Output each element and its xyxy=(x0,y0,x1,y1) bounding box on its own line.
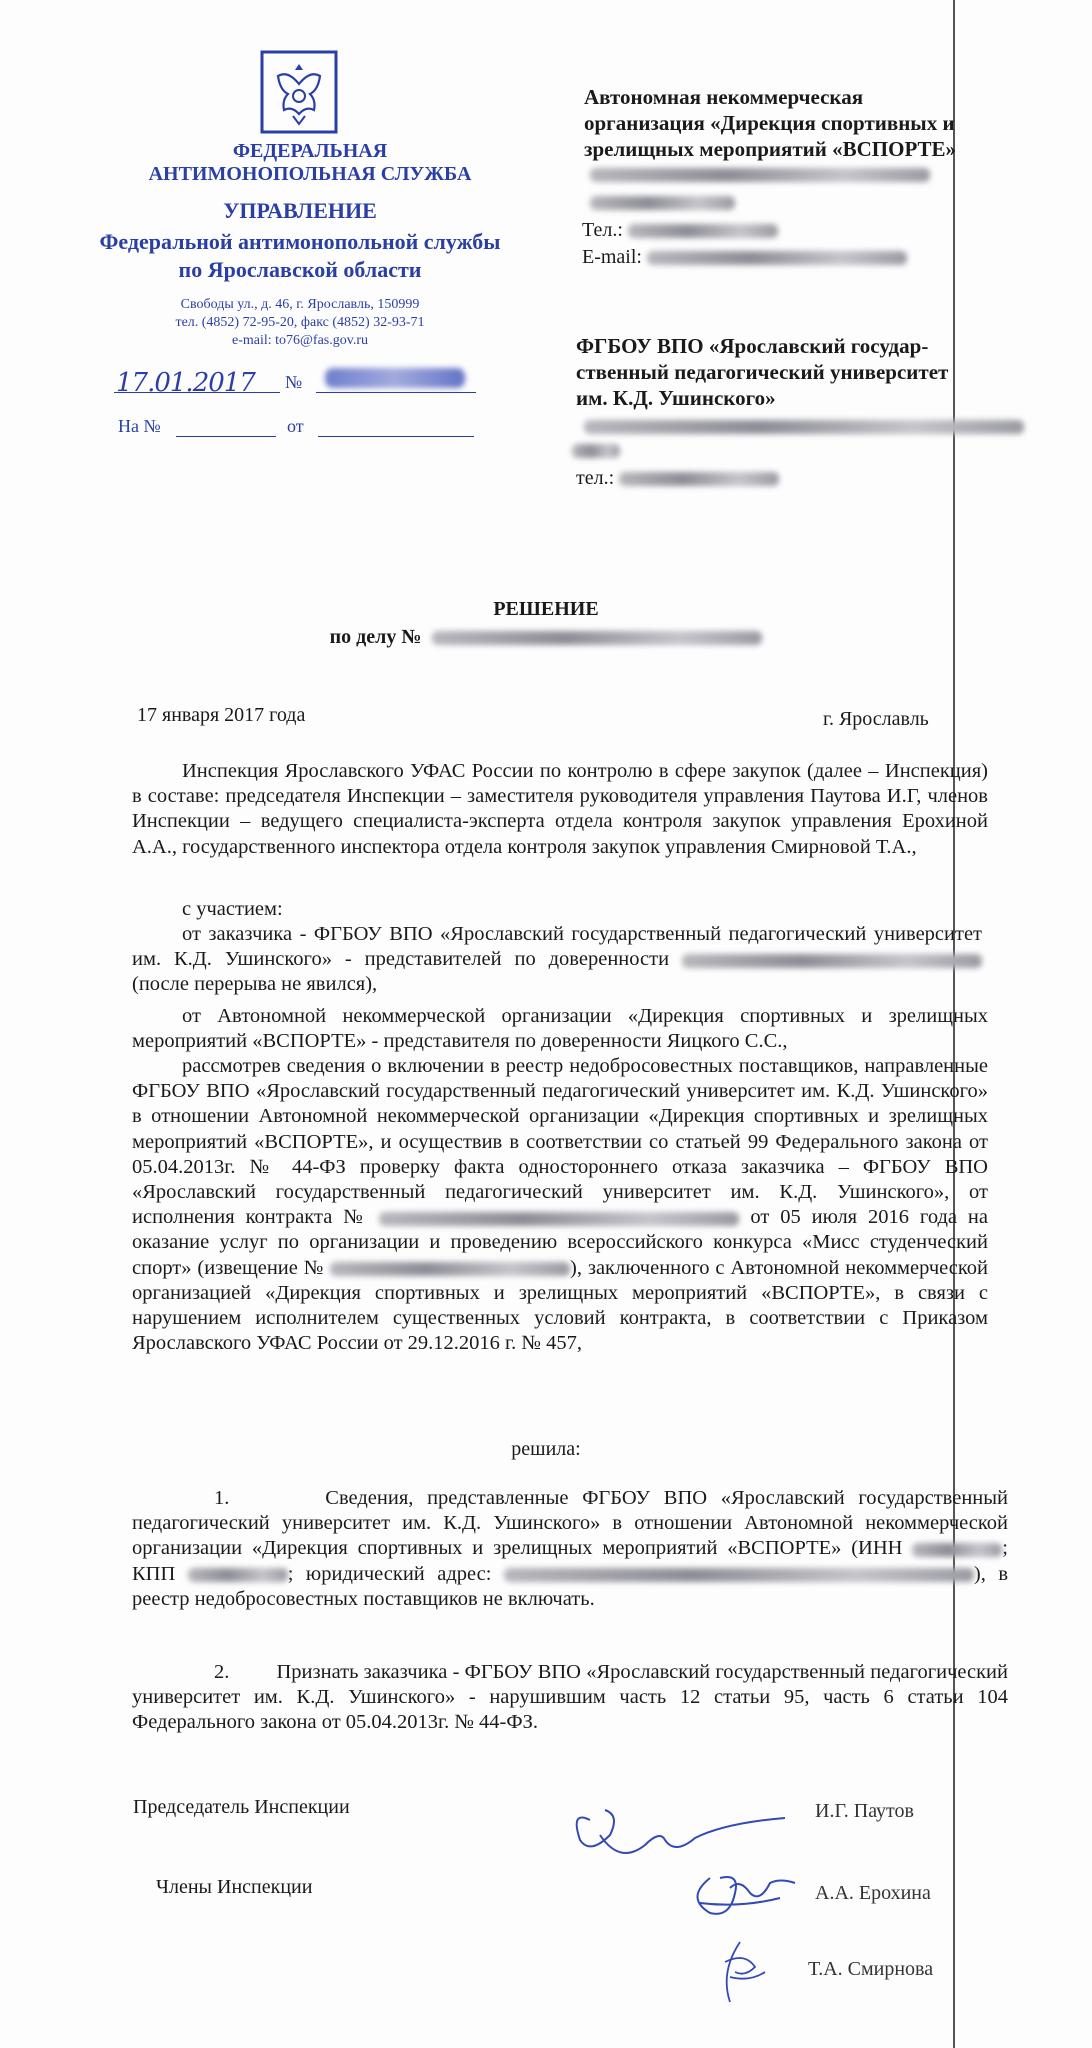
resolved-label: решила: xyxy=(511,1438,581,1460)
recipient-2-line-1: ФГБОУ ВПО «Ярославский государ- xyxy=(576,334,929,358)
paragraph-consideration xyxy=(132,1054,988,1356)
consideration-text-b: от 05 июля 2016 года на оказание услуг по организации и проведению всероссийского конкурса «Мисс студенческий спорт» (извещение № xyxy=(132,1206,989,1279)
handwritten-date: 17.01.2017 xyxy=(116,368,255,398)
number-underline xyxy=(316,392,476,393)
agency-address: Свободы ул., д. 46, г. Ярославль, 150999 xyxy=(180,297,420,312)
consideration-text-a: рассмотрев сведения о включении в реестр недобросовестных поставщиков, направленные ФГБОУ ВПО «Ярославский государственный педагогический университет им. К.Д. Ушинского» в отношении Автономной некоммерческой организации «Дирекция спортивных и зрелищных мероприятий «ВСПОРТЕ», и осуществив в соответствии со статьей 99 Федерального закона от 05.04.2013г. № 44-ФЗ проверку факта одностороннего отказа заказчика – ФГБОУ ВПО «Ярославский государственный педагогический университет им. К.Д. Ушинского», от исполнения контракта № xyxy=(132,1055,988,1229)
recipient-1-tel xyxy=(582,218,778,243)
recipient-1-email-label: E-mail: xyxy=(582,246,642,268)
decision-item-2 xyxy=(132,1660,1008,1736)
number-label: № xyxy=(285,372,303,392)
recipient-2-line-2: ственный педагогический университет xyxy=(576,360,949,384)
decision-item-1 xyxy=(132,1486,1008,1612)
case-number-line xyxy=(0,626,1092,649)
recipient-1-tel-label: Тел.: xyxy=(582,219,623,241)
signature-member-2-image xyxy=(700,1932,780,2012)
department-title xyxy=(60,198,540,224)
recipient-1-line-2: организация «Дирекция спортивных и xyxy=(584,111,955,135)
paragraph-inspection: Инспекция Ярославского УФАС России по контролю в сфере закупок (далее – Инспекция) в составе: председателя Инспекции – заместителя руководителя управления Паутова И.Г, членов Инспекции – ведущего специалиста-эксперта отдела контроля закупок управления Ерохиной А.А., государственного инспектора отдела контроля закупок управления Смирновой Т.А., xyxy=(132,760,988,858)
decision-date: 17 января 2017 года xyxy=(137,704,306,726)
from-date-underline xyxy=(318,436,474,437)
recipient-1-redacted-address xyxy=(590,166,930,184)
recipient-1-email xyxy=(582,245,907,270)
paragraph-participation: с участием: xyxy=(182,898,283,920)
coat-of-arms-emblem xyxy=(260,50,338,134)
signatory-member-1: А.А. Ерохина xyxy=(815,1882,931,1904)
reply-number-underline xyxy=(176,436,276,437)
item-1-text-b: ; КПП xyxy=(132,1537,1008,1585)
item-2-number: 2. xyxy=(214,1661,230,1683)
recipient-2-redacted-address-2 xyxy=(572,442,620,460)
recipient-1-redacted-address-2 xyxy=(590,194,735,212)
members-label: Члены Инспекции xyxy=(156,1876,313,1898)
item-1-text-a: Сведения, представленные ФГБОУ ВПО «Ярославский государственный педагогический университет им. К.Д. Ушинского» в отношении Автономной некоммерческой организации «Дирекция спортивных и зрелищных мероприятий «ВСПОРТЕ» (ИНН xyxy=(132,1487,1009,1560)
redacted-number xyxy=(325,368,465,388)
recipient-1-name xyxy=(584,84,1024,162)
recipient-2-name xyxy=(576,333,1026,411)
consideration-text-c: ), заключенного с Автономной некоммерческой организацией «Дирекция спортивных и зрелищных мероприятий «ВСПОРТЕ», в связи с нарушением исполнителем существенных условий контракта, в соответствии с Приказом Ярославского УФАС России от 29.12.2016 г. № 457, xyxy=(132,1256,989,1355)
customer-rep-absent: (после перерыва не явился), xyxy=(132,973,378,996)
item-2-text: Признать заказчика - ФГБОУ ВПО «Ярославский государственный педагогический университет им. К.Д. Ушинского» - нарушившим часть 12 статьи 95, часть 6 статьи 104 Федерального закона от 05.04.2013г. № 44-ФЗ. xyxy=(132,1661,1008,1734)
recipient-1-line-3: зрелищных мероприятий «ВСПОРТЕ» xyxy=(584,137,957,161)
recipient-2-tel xyxy=(576,466,779,491)
recipient-2-tel-label: тел.: xyxy=(576,467,615,489)
department-line-1: УПРАВЛЕНИЕ xyxy=(223,198,377,223)
recipient-2-redacted-address xyxy=(584,418,1024,436)
case-label: по делу № xyxy=(329,626,422,648)
document-heading: РЕШЕНИЕ xyxy=(493,598,599,620)
from-label: от xyxy=(287,416,304,436)
agency-line-1: ФЕДЕРАЛЬНАЯ xyxy=(232,140,388,162)
customer-rep-text: от заказчика - ФГБОУ ВПО «Ярославский государственный педагогический университет им. К.Д. Ушинского» - представителей по доверенности xyxy=(132,923,982,971)
signatory-chair: И.Г. Паутов xyxy=(815,1800,914,1822)
item-1-text-d: ), в реестр недобросовестных поставщиков не включать. xyxy=(132,1562,1009,1610)
agency-email: e-mail: to76@fas.gov.ru xyxy=(231,333,368,348)
paragraph-contractor-rep: от Автономной некоммерческой организации «Дирекция спортивных и зрелищных мероприятий «ВСПОРТЕ» - представителя по доверенности Яицкого С.С., xyxy=(132,1005,988,1053)
item-1-number: 1. xyxy=(214,1487,230,1509)
signature-member-1-image xyxy=(680,1858,800,1928)
recipient-2-line-3: им. К.Д. Ушинского» xyxy=(576,386,776,410)
agency-phones: тел. (4852) 72-95-20, факс (4852) 32-93-71 xyxy=(175,315,425,330)
paragraph-customer-rep xyxy=(132,922,982,998)
item-1-text-c: ; юридический адрес: xyxy=(287,1562,492,1585)
department-line-2: Федеральной антимонопольной службы xyxy=(99,229,501,254)
recipient-1-line-1: Автономная некоммерческая xyxy=(584,85,864,109)
chair-label: Председатель Инспекции xyxy=(133,1796,350,1818)
agency-name xyxy=(100,140,520,186)
signature-chair-image xyxy=(560,1780,800,1870)
agency-contacts xyxy=(110,296,490,350)
department-line-3: по Ярославской области xyxy=(178,257,422,282)
agency-line-2: АНТИМОНОПОЛЬНАЯ СЛУЖБА xyxy=(148,163,472,185)
reply-label: На № xyxy=(118,416,161,436)
department-subtitle xyxy=(60,228,540,284)
decision-city: г. Ярославль xyxy=(823,708,929,730)
signatory-member-2: Т.А. Смирнова xyxy=(808,1958,934,1980)
